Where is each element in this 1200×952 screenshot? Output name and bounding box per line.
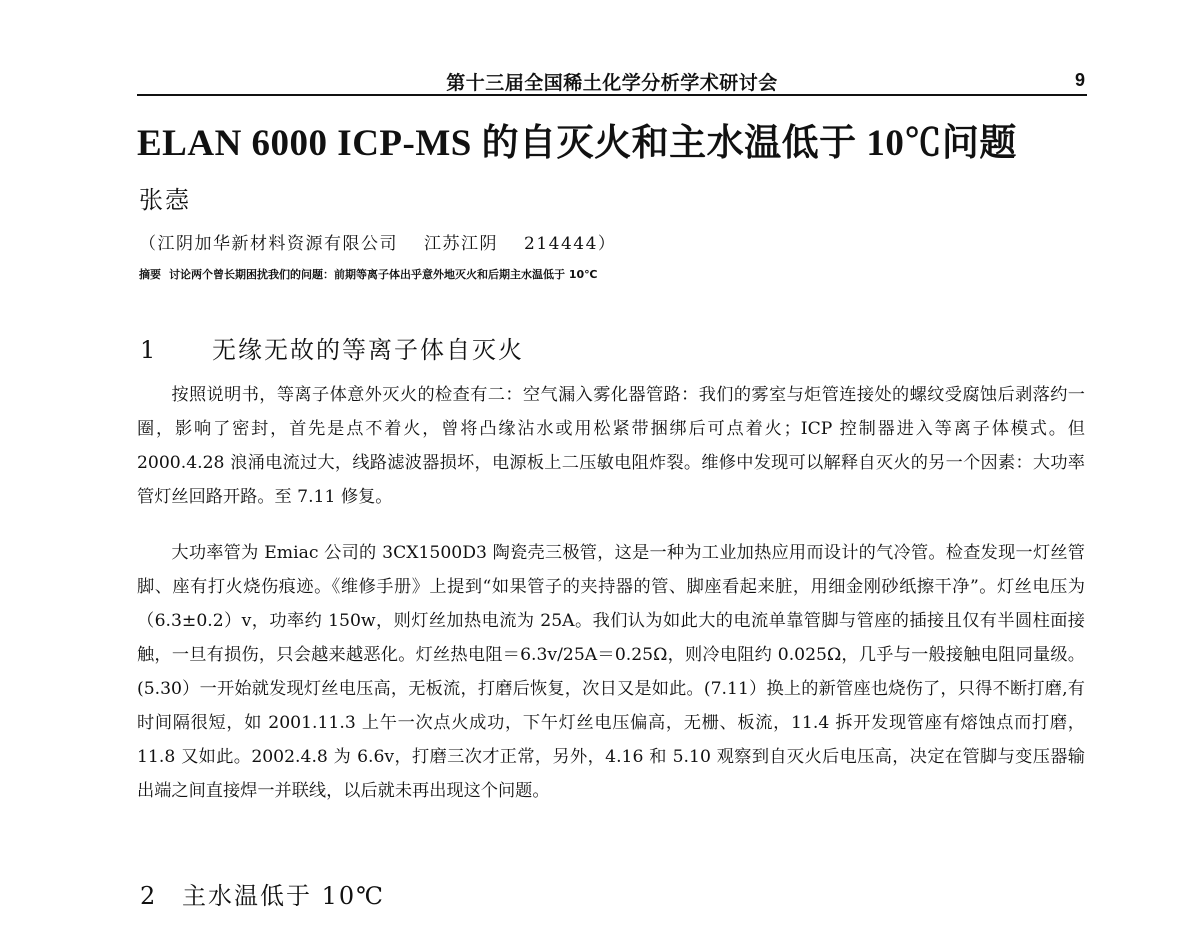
section-number: 1	[140, 336, 158, 364]
section-heading-1	[140, 330, 524, 365]
author-affiliation	[139, 229, 642, 254]
abstract-label: 摘要	[139, 268, 161, 281]
abstract	[139, 266, 597, 282]
affiliation-location: 江苏江阴	[424, 234, 498, 254]
section-heading-2	[140, 876, 385, 911]
section-number: 2	[140, 882, 158, 910]
journal-title: 第十三届全国稀土化学分析学术研讨会	[446, 72, 778, 94]
body-paragraph	[137, 536, 1085, 808]
paragraph-text: 大功率管为 Emiac 公司的 3CX1500D3 陶瓷壳三极管，这是一种为工业加热应用而设计的气冷管。检查发现一灯丝管脚、座有打火烧伤痕迹。《维修手册》上提到“如果管子的夹持器的管、脚座看起来脏，用细金刚砂纸擦干净”。灯丝电压为（6.3±0.2）v，功率约 150w，则灯丝加热电流为 25A。我们认为如此大的电流单靠管脚与管座的插接且仅有半圆柱面接触，一旦有损伤，只会越来越恶化。灯丝热电阻＝6.3v/25A＝0.25Ω，则冷电阻约 0.025Ω，几乎与一般接触电阻同量级。(5.30）一开始就发现灯丝电压高，无板流，打磨后恢复，次日又是如此。(7.11）换上的新管座也烧伤了，只得不断打磨,有时间隔很短，如 2001.11.3 上午一次点火成功，下午灯丝电压偏高，无栅、板流，11.4 拆开发现管座有熔蚀点而打磨， 11.8 又如此。2002.4.8 为 6.6v，打磨三次才正常，另外，4.16 和 5.10 观察到自灭火后电压高，决定在管脚与变压器输出端之间直接焊一并联线，以后就未再出现这个问题。	[137, 543, 1085, 801]
paragraph-text: 按照说明书，等离子体意外灭火的检查有二：空气漏入雾化器管路：我们的雾室与炬管连接处的螺纹受腐蚀后剥落约一圈，影响了密封，首先是点不着火，曾将凸缘沾水或用松紧带捆绑后可点着火；ICP 控制器进入等离子体模式。但 2000.4.28 浪涌电流过大，线路滤波器损坏，电源板上二压敏电阻炸裂。维修中发现可以解释自灭火的另一个因素：大功率管灯丝回路开路。至 7.11 修复。	[137, 385, 1085, 507]
affiliation-postcode: 214444）	[524, 234, 617, 254]
section-title: 无缘无故的等离子体自灭火	[212, 336, 524, 364]
running-header	[137, 66, 1087, 96]
body-paragraph	[137, 378, 1085, 514]
author-name: 张悫	[139, 186, 191, 214]
abstract-text: 讨论两个曾长期困扰我们的问题：前期等离子体出乎意外地灭火和后期主水温低于 10℃	[169, 268, 598, 281]
page-number: 9	[1074, 70, 1085, 90]
section-title: 主水温低于 10℃	[182, 882, 386, 910]
affiliation-org: （江阴加华新材料资源有限公司	[139, 234, 398, 254]
paper-title: ELAN 6000 ICP-MS 的自灭火和主水温低于 10℃问题	[137, 123, 1017, 164]
